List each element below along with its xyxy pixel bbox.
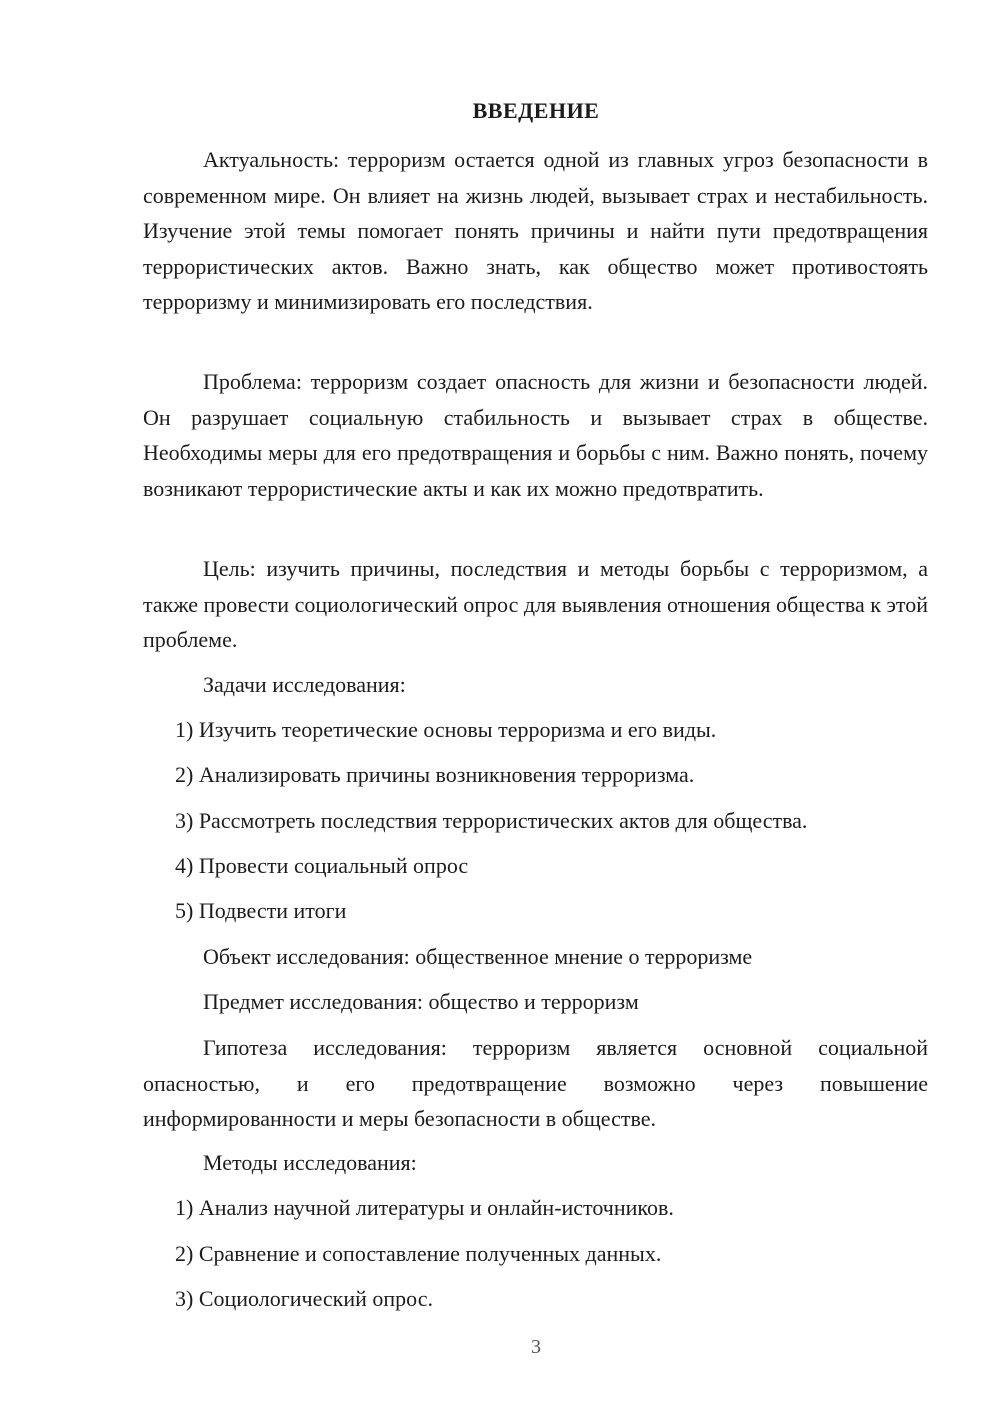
tasks-heading: Задачи исследования: bbox=[203, 672, 406, 697]
research-subject: Предмет исследования: общество и терроризм bbox=[203, 989, 639, 1014]
page-number: 3 bbox=[531, 1336, 541, 1358]
methods-heading: Методы исследования: bbox=[203, 1150, 417, 1175]
task-item-5: 5) Подвести итоги bbox=[175, 898, 347, 923]
page-title: ВВЕДЕНИЕ bbox=[472, 98, 600, 123]
task-item-4: 4) Провести социальный опрос bbox=[175, 853, 469, 878]
task-item-1: 1) Изучить теоретические основы терроризма и его виды. bbox=[175, 717, 717, 742]
problem-paragraph: Проблема: терроризм создает опасность для жизни и безопасности людей. Он разрушает социальную стабильность и вызывает страх в обществе. Необходимы меры для его предотвращения и борьбы с ним. Важно понять, почему возникают террористические акты и как их можно предотвратить. bbox=[143, 369, 928, 501]
relevance-paragraph: Актуальность: терроризм остается одной из главных угроз безопасности в современном мире. Он влияет на жизнь людей, вызывает страх и нестабильность. Изучение этой темы помогает понять причины и найти пути предотвращения террористических актов. Важно знать, как общество может противостоять терроризму и минимизировать его последствия. bbox=[143, 147, 928, 314]
hypothesis-paragraph: Гипотеза исследования: терроризм является основной социальной опасностью, и его предотвращение возможно через повышение информированности и меры безопасности в обществе. bbox=[143, 1035, 928, 1131]
method-item-3: 3) Социологический опрос. bbox=[175, 1286, 433, 1311]
method-item-1: 1) Анализ научной литературы и онлайн-источников. bbox=[175, 1195, 674, 1220]
research-object: Объект исследования: общественное мнение о терроризме bbox=[203, 944, 753, 969]
task-item-3: 3) Рассмотреть последствия террористических актов для общества. bbox=[175, 808, 808, 833]
goal-paragraph: Цель: изучить причины, последствия и методы борьбы с терроризмом, а также провести социологический опрос для выявления отношения общества к этой проблеме. bbox=[143, 556, 928, 652]
method-item-2: 2) Сравнение и сопоставление полученных данных. bbox=[175, 1241, 662, 1266]
task-item-2: 2) Анализировать причины возникновения терроризма. bbox=[175, 762, 695, 787]
